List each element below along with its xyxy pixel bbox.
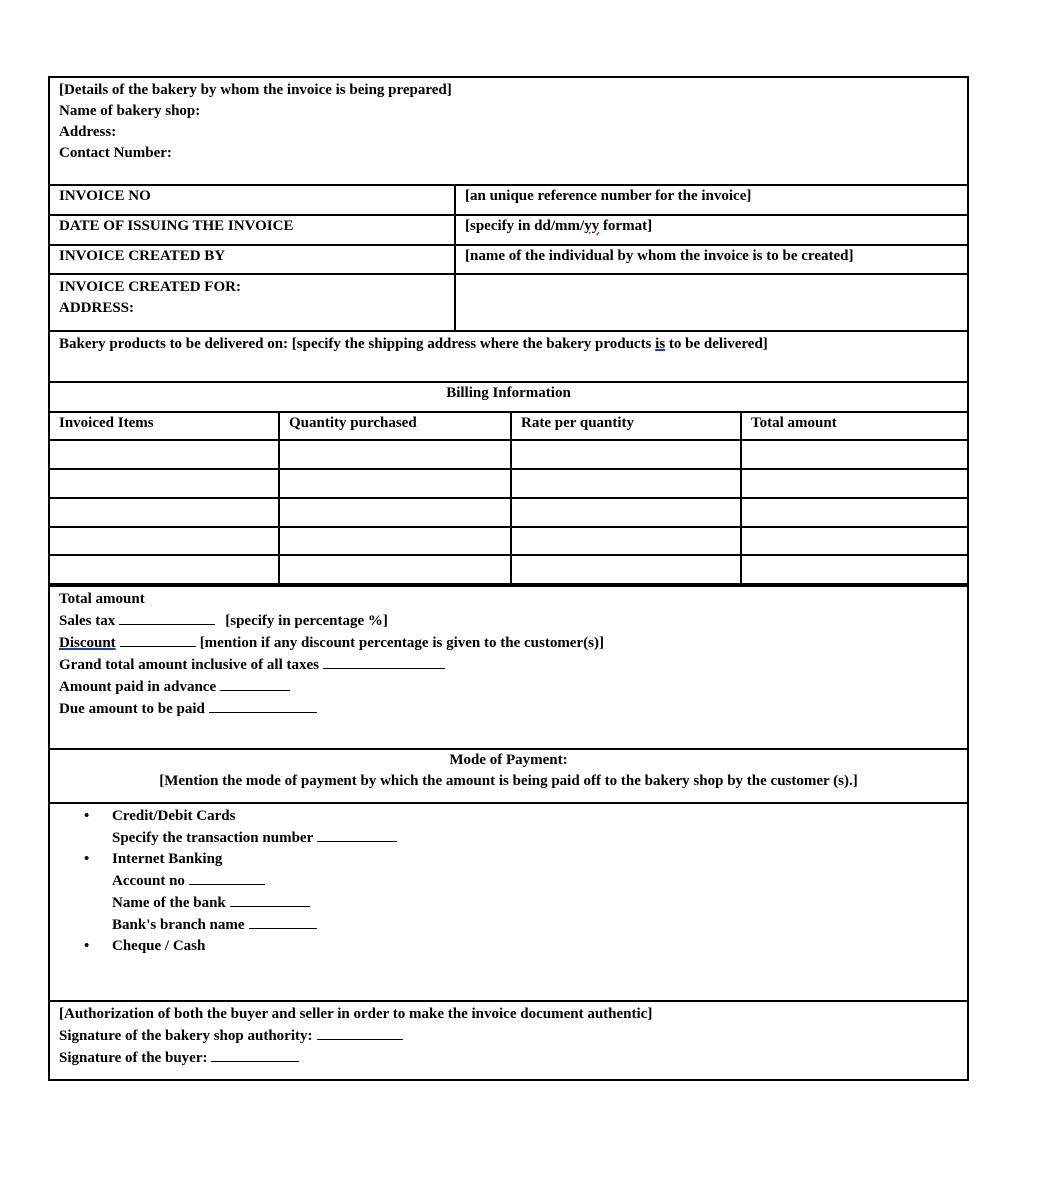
- account-line: [84, 870, 967, 892]
- discount-label: Discount: [59, 635, 116, 651]
- col-quantity: Quantity purchased: [289, 415, 417, 431]
- created-by-label: INVOICE CREATED BY: [59, 248, 226, 264]
- bank-blank[interactable]: [230, 892, 310, 907]
- due-blank[interactable]: [209, 698, 317, 713]
- table-row: [50, 441, 967, 470]
- authorization-section: [50, 1002, 967, 1083]
- account-label: Account no: [112, 873, 185, 889]
- delivery-text-is: is: [655, 336, 666, 352]
- card-detail-label: Specify the transaction number: [112, 830, 314, 846]
- bank-label: Name of the bank: [112, 895, 226, 911]
- bakery-contact-label: Contact Number:: [59, 145, 172, 161]
- invoice-date-row: [50, 216, 967, 246]
- advance-line: [59, 676, 967, 698]
- due-label: Due amount to be paid: [59, 701, 205, 717]
- buyer-signature-line: [59, 1047, 967, 1069]
- bakery-address-label: Address:: [59, 124, 117, 140]
- delivery-row: [50, 332, 967, 383]
- delivery-text-post: to be delivered]: [665, 336, 768, 352]
- grand-total-blank[interactable]: [323, 654, 445, 669]
- net-banking-option: Internet Banking: [112, 851, 223, 867]
- table-row: [50, 528, 967, 556]
- table-row: [50, 499, 967, 528]
- payment-header: [50, 750, 967, 804]
- grand-total-line: [59, 654, 967, 676]
- payment-options: [50, 804, 967, 1002]
- created-by-row: [50, 246, 967, 275]
- sales-tax-blank[interactable]: [119, 610, 215, 625]
- buyer-signature-blank[interactable]: [211, 1047, 299, 1062]
- invoice-date-label: DATE OF ISSUING THE INVOICE: [59, 218, 294, 234]
- list-item: [84, 806, 967, 827]
- delivery-text-pre: Bakery products to be delivered on: [specify the shipping address where the bakery products: [59, 336, 656, 352]
- table-row: [50, 470, 967, 499]
- branch-blank[interactable]: [249, 914, 317, 929]
- payment-list: [50, 806, 967, 957]
- buyer-signature-label: Signature of the buyer:: [59, 1050, 208, 1066]
- total-amount-label: Total amount: [59, 591, 145, 607]
- date-format-post: format]: [599, 218, 653, 234]
- advance-blank[interactable]: [220, 676, 290, 691]
- list-item: [84, 849, 967, 870]
- sales-tax-label: Sales tax: [59, 613, 116, 629]
- billing-title: Billing Information: [446, 385, 571, 401]
- invoice-no-label: INVOICE NO: [59, 188, 151, 204]
- billing-title-row: [50, 383, 967, 413]
- sales-tax-line: [59, 610, 967, 632]
- discount-note: [mention if any discount percentage is given to the customer(s)]: [199, 635, 604, 651]
- delivery-text: [59, 334, 967, 355]
- col-invoiced-items: Invoiced Items: [59, 415, 154, 431]
- transaction-blank[interactable]: [317, 827, 397, 842]
- bakery-details-note: [Details of the bakery by whom the invoice is being prepared]: [59, 82, 452, 98]
- grand-total-label: Grand total amount inclusive of all taxes: [59, 657, 320, 673]
- created-for-label: INVOICE CREATED FOR:: [59, 279, 241, 295]
- payment-title: Mode of Payment:: [449, 752, 568, 768]
- discount-blank[interactable]: [120, 632, 196, 647]
- account-blank[interactable]: [189, 870, 265, 885]
- advance-label: Amount paid in advance: [59, 679, 217, 695]
- billing-header-row: [50, 413, 967, 441]
- date-format-pre: [specify in dd/mm/: [465, 218, 585, 234]
- shop-signature-line: [59, 1025, 967, 1047]
- totals-section: [50, 585, 967, 750]
- card-option: Credit/Debit Cards: [112, 808, 236, 824]
- shop-signature-blank[interactable]: [317, 1025, 403, 1040]
- invoice-no-row: [50, 186, 967, 216]
- due-line: [59, 698, 967, 720]
- created-for-label-cell: [50, 275, 454, 330]
- invoice-date-value: [456, 216, 967, 244]
- table-row: [50, 556, 967, 585]
- col-total: Total amount: [751, 415, 837, 431]
- created-for-address-label: ADDRESS:: [59, 300, 135, 316]
- col-rate: Rate per quantity: [521, 415, 635, 431]
- card-detail-line: [84, 827, 967, 849]
- invoice-no-value: [an unique reference number for the invoice]: [465, 188, 752, 204]
- bakery-details-section: [50, 78, 967, 186]
- created-for-value: [456, 275, 967, 330]
- bakery-name-label: Name of bakery shop:: [59, 103, 201, 119]
- branch-line: [84, 914, 967, 936]
- created-by-value: [name of the individual by whom the invoice is to be created]: [465, 248, 854, 264]
- cheque-option: Cheque / Cash: [112, 938, 206, 954]
- branch-label: Bank's branch name: [112, 917, 245, 933]
- date-format-yy: yy: [584, 218, 600, 234]
- invoice-form: [48, 76, 969, 1081]
- authorization-note: [Authorization of both the buyer and seller in order to make the invoice document authentic]: [59, 1006, 653, 1022]
- sales-tax-note: [specify in percentage %]: [225, 613, 388, 629]
- list-item: [84, 936, 967, 957]
- bank-line: [84, 892, 967, 914]
- created-for-row: [50, 275, 967, 332]
- payment-subtitle: [Mention the mode of payment by which the amount is being paid off to the bakery shop by the customer (s).]: [159, 773, 858, 789]
- discount-line: [59, 632, 967, 654]
- shop-signature-label: Signature of the bakery shop authority:: [59, 1028, 313, 1044]
- billing-table: [50, 413, 967, 585]
